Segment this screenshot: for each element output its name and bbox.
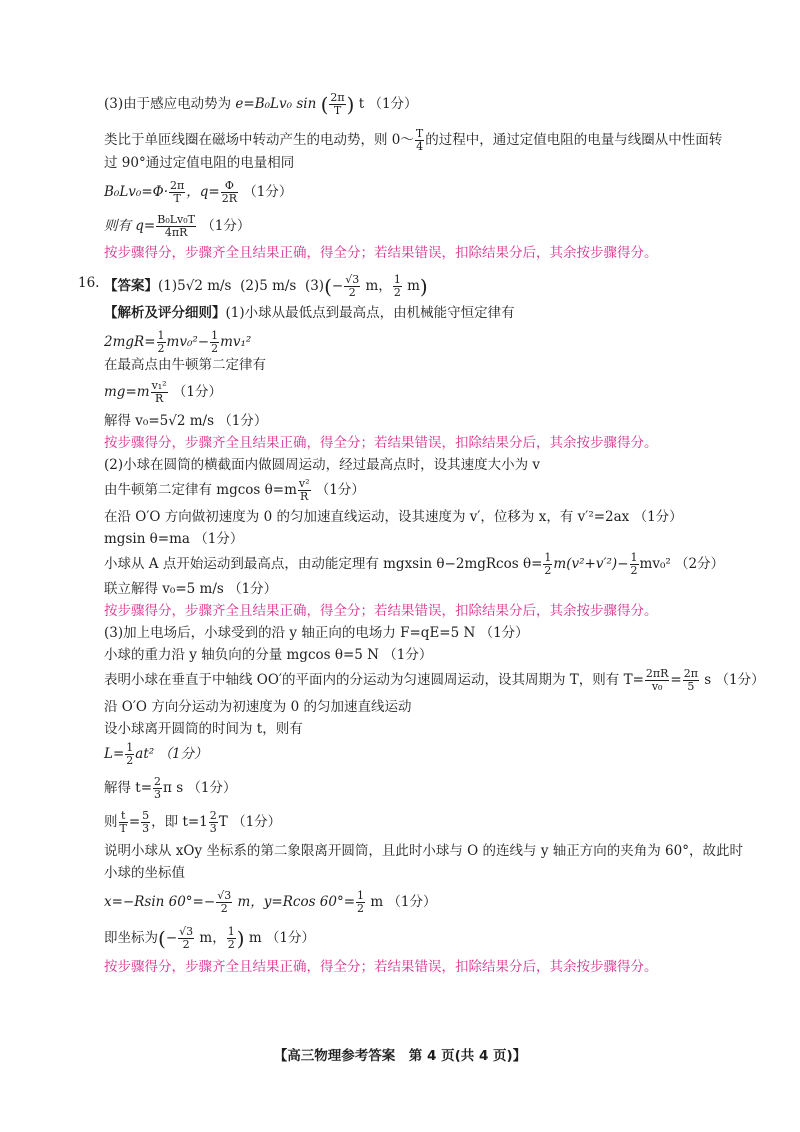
eq-line: mgsin θ=ma （1分） (104, 531, 244, 547)
scoring-note: 按步骤得分，步骤齐全且结果正确，得全分；若结果错误，扣除结果分后，其余按步骤得分。 (104, 603, 658, 619)
fraction: $\frac{2\pi}{T}$ (170, 179, 185, 205)
fraction: $\frac{√3}{2}$ (345, 273, 360, 299)
answer-1: (1)5√2 m/s (158, 278, 232, 294)
formula: B₀Lv₀=Φ· (104, 184, 169, 200)
line-q-result (104, 214, 250, 239)
scoring-note: 按步骤得分，步骤齐全且结果正确，得全分；若结果错误，扣除结果分后，其余按步骤得分。 (104, 245, 658, 261)
answer-2: (2)5 m/s (240, 278, 297, 294)
text-line: 沿 O′O 方向分运动为初速度为 0 的匀加速直线运动 (104, 699, 412, 715)
eq-period: 表明小球在垂直于中轴线 OO′的平面内的分运动为匀速圆周运动，设其周期为 T，则有 T= $\frac{2\pi R}{\text{v₀}}$ = $\frac{2\pi}{5}$ s （1分） (104, 667, 765, 693)
text-line: (3)加上电场后，小球受到的沿 y 轴正向的电场力 F=qE=5 N （1分） (104, 625, 529, 641)
answer-3: (3) (304, 278, 325, 294)
page-footer: 【高三物理参考答案 第 4 页(共 4 页)】 (273, 1048, 527, 1064)
eq-length: L= $\frac{1}{2}$ at² （1分） (104, 741, 208, 767)
line-flux (104, 180, 292, 205)
text-line: 小球的坐标值 (104, 865, 185, 881)
text-line: 在最高点由牛顿第二定律有 (104, 357, 266, 373)
question-number: 16. (78, 275, 100, 291)
text: 类比于单匝线圈在磁场中转动产生的电动势，则 0～ (104, 132, 414, 148)
eq-time: 解得 t= $\frac{2}{3}$ π s （1分） (104, 775, 237, 801)
fraction: $\frac{1}{2}$ (393, 273, 401, 299)
scoring-note: 按步骤得分，步骤齐全且结果正确，得全分；若结果错误，扣除结果分后，其余按步骤得分。 (104, 435, 658, 451)
eq-top: mg=m $\frac{\text{v₁²}}{R}$ （1分） (104, 379, 222, 405)
text: (1)小球从最低点到最高点，由机械能守恒定律有 (225, 305, 515, 321)
eq-newton: 由牛顿第二定律有 mgcos θ=m $\frac{\text{v²}}{R}$ （1分） (104, 477, 365, 503)
text: （1分） (197, 218, 251, 234)
text-line: (2)小球在圆筒的横截面内做圆周运动，经过最高点时，设其速度大小为 v (104, 457, 541, 473)
fraction: $\frac{\text{B₀Lv₀T}}{4\pi R}$ (157, 213, 196, 239)
eq-final-coords: 即坐标为(− $\frac{√3}{2}$ m， $\frac{1}{2}$ ) m （1分） (104, 925, 316, 951)
text: (3)由于感应电动势为 (104, 96, 236, 112)
fraction: $\frac{2\pi}{T}$ (330, 91, 345, 117)
line-analogy (104, 128, 722, 153)
formula: ，q= (186, 184, 220, 200)
line-90deg: 过 90°通过定值电阻的电量相同 (104, 155, 295, 171)
paren-close: ) (346, 92, 355, 117)
eq-ratio: 则 $\frac{t}{T}$ = $\frac{5}{3}$ ，即 t=1 $\frac{2}{3}$ T （1分） (104, 809, 282, 835)
eq-result-v0: 解得 v₀=5√2 m/s （1分） (104, 413, 268, 429)
text: t （1分） (358, 96, 418, 112)
text: （1分） (239, 184, 293, 200)
text-line: 小球的重力沿 y 轴负向的分量 mgcos θ=5 N （1分） (104, 647, 433, 663)
scoring-note: 按步骤得分，步骤齐全且结果正确，得全分；若结果错误，扣除结果分后，其余按步骤得分。 (104, 959, 658, 975)
formula: e=B₀Lv₀ sin (235, 96, 317, 112)
text-line: 说明小球从 xOy 坐标系的第二象限离开圆筒，且此时小球与 O 的连线与 y 轴正方向的夹角为 60°，故此时 (104, 843, 743, 859)
paren-open: ( (320, 92, 329, 117)
fraction: $\frac{T}{4}$ (415, 127, 424, 153)
analysis-line (104, 304, 515, 322)
eq-kinetic: 小球从 A 点开始运动到最高点，由动能定理有 mgxsin θ−2mgRcos θ= $\frac{1}{2}$ m(v²+v′²)− $\frac{1}{2}$ mv₀² （2分） (104, 551, 725, 577)
text-line: 设小球离开圆筒的时间为 t，则有 (104, 721, 303, 737)
analysis-tag: 【解析及评分细则】 (104, 305, 226, 321)
line-emf (104, 92, 418, 117)
eq-line: 联立解得 v₀=5 m/s （1分） (104, 581, 278, 597)
answer-line: 【答案】(1)5√2 m/s (2)5 m/s (3)(− $\frac{√3}{2}$ m， $\frac{1}{2}$ m) (104, 273, 428, 299)
text: 的过程中，通过定值电阻的电量与线圈从中性面转 (425, 132, 723, 148)
eq-energy: 2mgR= $\frac{1}{2}$ mv₀²− $\frac{1}{2}$ mv₁² (104, 329, 252, 355)
text-line: 在沿 O′O 方向做初速度为 0 的匀加速直线运动，设其速度为 v′，位移为 x，有 v′²=2ax （1分） (104, 509, 683, 525)
eq-coords: x=−Rsin 60°=− $\frac{√3}{2}$ m，y=Rcos 60°= $\frac{1}{2}$ m （1分） (104, 889, 437, 915)
fraction: $\frac{\Phi}{2R}$ (221, 179, 237, 205)
formula: 则有 q= (104, 218, 156, 234)
answer-tag: 【答案】 (104, 278, 158, 294)
